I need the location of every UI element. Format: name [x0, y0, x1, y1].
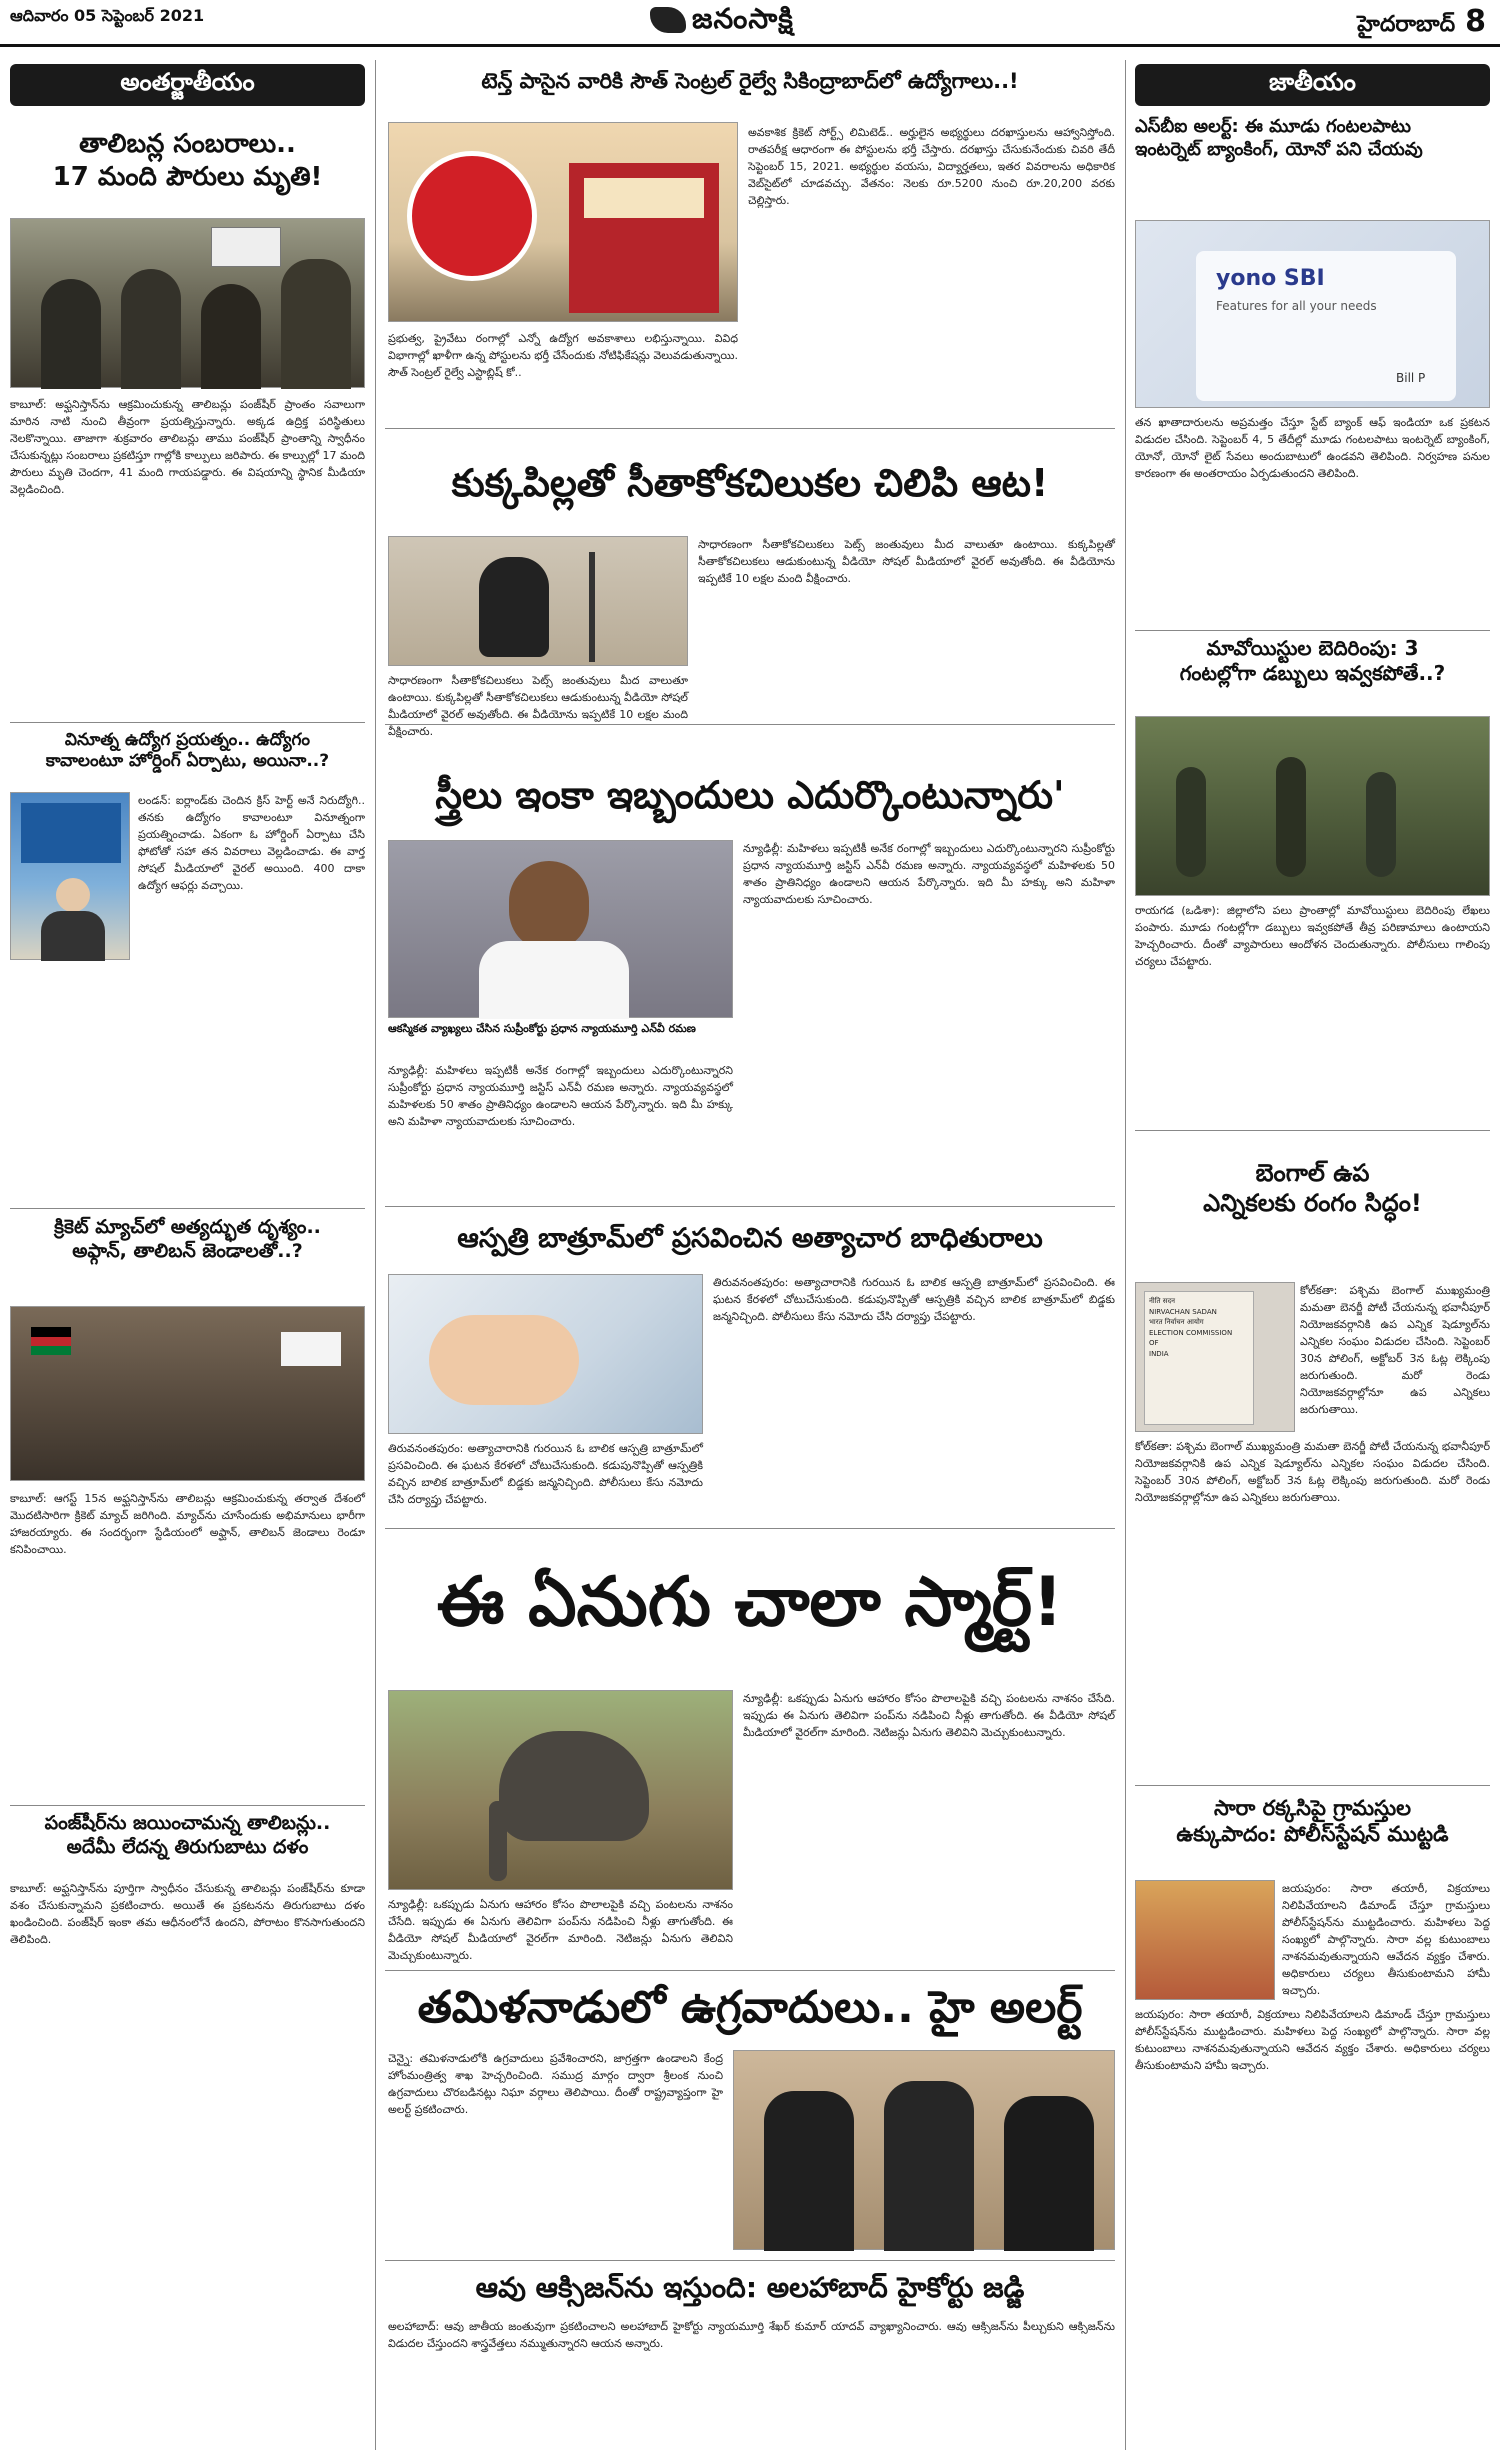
article-body: కాబూల్‌: అఫ్ఘనిస్తాన్‌ను ఆక్రమించుకున్న తాలిబన్లు పంజ్‌షీర్‌ ప్రాంతం సవాలుగా మారిన నాటి నుంచి తీవ్రంగా ప్రయత్నిస్తున్నారు. అక్కడ ఉద్రిక్త పరిస్థితులు నెలకొన్నాయి. తాజాగా శుక్రవారం తాలిబన్లు తాము పంజ్‌షీర్‌ ప్రాంతాన్ని స్వాధీనం చేసుకున్నట్లు సంబరాలు ప్రకటిస్తూ గాల్లోకి కాల్పులు జరిపారు. ఈ కాల్పుల్లో 17 మంది పౌరులు మృతి చెందగా, 41 మంది గాయపడ్డారు. ఈ విషయాన్ని స్థానిక మీడియా వెల్లడించింది.	[10, 398, 365, 497]
hospital-photo	[388, 1274, 703, 1434]
divider	[1135, 1130, 1490, 1131]
article-body: తిరువనంతపురం: అత్యాచారానికి గురయిన ఓ బాలిక ఆస్పత్రి బాత్రూమ్‌లో ప్రసవించింది. ఈ ఘటన కేరళలో చోటుచేసుకుంది. కడుపునొప్పితో ఆస్పత్రికి వచ్చిన బాలిక బాత్రూమ్‌లో బిడ్డకు జన్మనిచ్చింది. పోలీసులు కేసు నమోదు చేసి దర్యాప్తు చేపట్టారు.	[388, 1442, 703, 1507]
issue-date: ఆదివారం 05 సెప్టెంబర్ 2021	[10, 6, 205, 25]
headline: తాలిబన్ల సంబరాలు.. 17 మంది పౌరులు మృతి!	[52, 129, 323, 192]
headline: క్రికెట్‌ మ్యాచ్‌లో అత్యద్భుత దృశ్యం.. అఫ్గాన్‌, తాలిబన్‌ జెండాలతో..?	[54, 1216, 321, 1262]
article-body: కోల్‌కతా: పశ్చిమ బెంగాల్‌ ముఖ్యమంత్రి మమతా బెనర్జీ పోటీ చేయనున్న భవానీపూర్‌ నియోజకవర్గానికి ఉప ఎన్నిక షెడ్యూల్‌ను ఎన్నికల సంఘం విడుదల చేసింది. సెప్టెంబర్‌ 30న పోలింగ్‌, అక్టోబర్‌ 3న ఓట్ల లెక్కింపు జరుగుతుంది. మరో రెండు నియోజకవర్గాల్లోనూ ఉప ఎన్నికలు జరుగుతాయి.	[1135, 1440, 1490, 1505]
article-body: కోల్‌కతా: పశ్చిమ బెంగాల్‌ ముఖ్యమంత్రి మమతా బెనర్జీ పోటీ చేయనున్న భవానీపూర్‌ నియోజకవర్గానికి ఉప ఎన్నిక షెడ్యూల్‌ను ఎన్నికల సంఘం విడుదల చేసింది. సెప్టెంబర్‌ 30న పోలింగ్‌, అక్టోబర్‌ 3న ఓట్ల లెక్కింపు జరుగుతుంది. మరో రెండు నియోజకవర్గాల్లోనూ ఉప ఎన్నికలు జరుగుతాయి.	[1300, 1284, 1490, 1417]
elephant-photo	[388, 1690, 733, 1890]
photo-caption: ఆకస్మికత వ్యాఖ్యలు చేసిన సుప్రీంకోర్టు ప్రధాన న్యాయమూర్తి ఎన్‌వీ రమణ	[388, 1022, 696, 1035]
article-body: తన ఖాతాదారులను అప్రమత్తం చేస్తూ స్టేట్‌ బ్యాంక్‌ ఆఫ్‌ ఇండియా ఒక ప్రకటన విడుదల చేసింది. సెప్టెంబర్‌ 4, 5 తేదీల్లో మూడు గంటలపాటు ఇంటర్నెట్‌ బ్యాంకింగ్‌, యోనో, యోనో లైట్‌ సేవలు అందుబాటులో ఉండవని తెలిపింది. నిర్వహణ పనుల కారణంగా ఈ అంతరాయం ఏర్పడుతుందని తెలిపింది.	[1135, 416, 1490, 481]
cji-photo	[388, 840, 733, 1018]
railway-photo	[388, 122, 738, 322]
divider	[10, 1208, 365, 1209]
logo-icon	[650, 7, 686, 33]
headline: టెన్త్‌ పాసైన వారికి సౌత్‌ సెంట్రల్‌ రైల్వే సికింద్రాబాద్‌లో ఉద్యోగాలు..!	[481, 69, 1019, 93]
villagers-photo	[1135, 1880, 1275, 2000]
article-body: రాయగడ (ఒడిశా): జిల్లాలోని పలు ప్రాంతాల్లో మావోయిస్టులు బెదిరింపు లేఖలు పంపారు. మూడు గంటల్లోగా డబ్బులు ఇవ్వకపోతే తీవ్ర పరిణామాలు ఉంటాయని హెచ్చరించారు. దీంతో వ్యాపారులు ఆందోళన చెందుతున్నారు. పోలీసులు గాలింపు చర్యలు చేపట్టారు.	[1135, 904, 1490, 969]
headline: ఆవు ఆక్సిజన్‌ను ఇస్తుంది: అలహాబాద్‌ హైకోర్టు జడ్జి	[475, 2271, 1025, 2304]
divider	[1135, 630, 1490, 631]
divider	[385, 1970, 1115, 1971]
masthead: జనంసాక్షి	[650, 2, 794, 42]
article-body: తిరువనంతపురం: అత్యాచారానికి గురయిన ఓ బాలిక ఆస్పత్రి బాత్రూమ్‌లో ప్రసవించింది. ఈ ఘటన కేరళలో చోటుచేసుకుంది. కడుపునొప్పితో ఆస్పత్రికి వచ్చిన బాలిక బాత్రూమ్‌లో బిడ్డకు జన్మనిచ్చింది. పోలీసులు కేసు నమోదు చేసి దర్యాప్తు చేపట్టారు.	[713, 1276, 1115, 1324]
article-body: న్యూఢిల్లీ: ఒకప్పుడు ఏనుగు ఆహారం కోసం పొలాలపైకి వచ్చి పంటలను నాశనం చేసేది. ఇప్పుడు ఈ ఏనుగు తెలివిగా పంప్‌ను నడిపించి నీళ్లు తాగుతోంది. ఈ వీడియో సోషల్‌ మీడియాలో వైరల్‌గా మారింది. నెటిజన్లు ఏనుగు తెలివిని మెచ్చుకుంటున్నారు.	[743, 1692, 1115, 1740]
article-body: అవకాశిక క్రికెట్‌ సోర్ట్స్‌ లిమిటెడ్‌.. అర్హులైన అభ్యర్థులు దరఖాస్తులను ఆహ్వానిస్తోంది. రాతపరీక్ష ఆధారంగా ఈ పోస్టులను భర్తీ చేస్తారు. దరఖాస్తు చేసుకునేందుకు చివరి తేదీ సెప్టెంబర్‌ 15, 2021. అభ్యర్థుల వయసు, విద్యార్హతలు, ఇతర వివరాలను అధికారిక వెబ్‌సైట్‌లో చూడవచ్చు. వేతనం: నెలకు రూ.5200 నుంచి రూ.20,200 వరకు చెల్లిస్తారు.	[748, 126, 1115, 208]
article-body: జయపురం: సారా తయారీ, విక్రయాలు నిలిపివేయాలని డిమాండ్‌ చేస్తూ గ్రామస్తులు పోలీస్‌స్టేషన్‌ను ముట్టడించారు. మహిళలు పెద్ద సంఖ్యలో పాల్గొన్నారు. సారా వల్ల కుటుంబాలు నాశనమవుతున్నాయని ఆవేదన వ్యక్తం చేశారు. అధికారులు చర్యలు తీసుకుంటామని హామీ ఇచ్చారు.	[1282, 1882, 1490, 1998]
article-body: సాధారణంగా సీతాకోకచిలుకలు పెట్స్‌ జంతువులు మీద వాలుతూ ఉంటాయి. కుక్కపిల్లతో సీతాకోకచిలుకలు ఆడుకుంటున్న వీడియో సోషల్‌ మీడియాలో వైరల్‌ అవుతోంది. ఈ వీడియోను ఇప్పటికే 10 లక్షల మంది వీక్షించారు.	[388, 674, 688, 739]
article-body: చెన్నై: తమిళనాడులోకి ఉగ్రవాదులు ప్రవేశించారని, జాగ్రత్తగా ఉండాలని కేంద్ర హోంమంత్రిత్వ శాఖ హెచ్చరించింది. సముద్ర మార్గం ద్వారా శ్రీలంక నుంచి ఉగ్రవాదులు చొరబడినట్లు నిఘా వర్గాలు తెలిపాయి. దీంతో రాష్ట్రవ్యాప్తంగా హై అలర్ట్‌ ప్రకటించారు.	[388, 2052, 723, 2117]
article-body: లండన్‌: ఐర్లాండ్‌కు చెందిన క్రిస్‌ హెర్ట్‌ అనే నిరుద్యోగి.. తనకు ఉద్యోగం కావాలంటూ వినూత్నంగా ప్రయత్నించాడు. ఏకంగా ఓ హోర్డింగ్‌ ఏర్పాటు చేసి ఫోటోతో సహా తన వివరాలు వెల్లడించాడు. ఈ వార్త సోషల్‌ మీడియాలో వైరల్‌ అయింది. 400 దాకా ఉద్యోగ ఆఫర్లు వచ్చాయి.	[138, 794, 365, 893]
divider	[1135, 1785, 1490, 1786]
puppy-photo	[388, 536, 688, 666]
column-divider	[375, 60, 376, 2450]
divider	[385, 2260, 1115, 2261]
article-body: న్యూఢిల్లీ: మహిళలు ఇప్పటికీ అనేక రంగాల్లో ఇబ్బందులు ఎదుర్కొంటున్నారని సుప్రీంకోర్టు ప్రధాన న్యాయమూర్తి జస్టిస్‌ ఎన్‌వీ రమణ అన్నారు. న్యాయవ్యవస్థలో మహిళలకు 50 శాతం ప్రాతినిధ్యం ఉండాలని ఆయన పేర్కొన్నారు. ఇది మీ హక్కు అని మహిళా న్యాయవాదులకు సూచించారు.	[743, 842, 1115, 907]
header-rule	[0, 44, 1500, 47]
divider	[10, 1805, 365, 1806]
headline: తమిళనాడులో ఉగ్రవాదులు.. హై అలర్ట్‌	[417, 1982, 1083, 2033]
divider	[385, 1206, 1115, 1207]
article-body: కాబూల్‌: అఫ్ఘనిస్తాన్‌ను పూర్తిగా స్వాధీనం చేసుకున్న తాలిబన్లు పంజ్‌షీర్‌ను కూడా వశం చేసుకున్నామని ప్రకటించారు. అయితే ఈ ప్రకటనను తిరుగుబాటు దళం ఖండించింది. పంజ్‌షీర్‌ ఇంకా తమ ఆధీనంలోనే ఉందని, పోరాటం కొనసాగుతుందని తెలిపింది.	[10, 1882, 365, 1947]
headline: ఆస్పత్రి బాత్రూమ్‌లో ప్రసవించిన అత్యాచార బాధితురాలు	[457, 1223, 1043, 1254]
page-number: 8	[1465, 4, 1486, 39]
bill-label: Bill P	[1396, 371, 1426, 385]
article-body: న్యూఢిల్లీ: ఒకప్పుడు ఏనుగు ఆహారం కోసం పొలాలపైకి వచ్చి పంటలను నాశనం చేసేది. ఇప్పుడు ఈ ఏనుగు తెలివిగా పంప్‌ను నడిపించి నీళ్లు తాగుతోంది. ఈ వీడియో సోషల్‌ మీడియాలో వైరల్‌గా మారింది. నెటిజన్లు ఏనుగు తెలివిని మెచ్చుకుంటున్నారు.	[388, 1898, 733, 1963]
divider	[385, 1528, 1115, 1529]
article-body: న్యూఢిల్లీ: మహిళలు ఇప్పటికీ అనేక రంగాల్లో ఇబ్బందులు ఎదుర్కొంటున్నారని సుప్రీంకోర్టు ప్రధాన న్యాయమూర్తి జస్టిస్‌ ఎన్‌వీ రమణ అన్నారు. న్యాయవ్యవస్థలో మహిళలకు 50 శాతం ప్రాతినిధ్యం ఉండాలని ఆయన పేర్కొన్నారు. ఇది మీ హక్కు అని మహిళా న్యాయవాదులకు సూచించారు.	[388, 1064, 733, 1129]
city-page	[1357, 4, 1486, 42]
taliban-photo	[10, 218, 365, 388]
column-divider	[1125, 60, 1126, 2450]
headline: స్త్రీలు ఇంకా ఇబ్బందులు ఎదుర్కొంటున్నారు'	[435, 773, 1065, 817]
headline: బెంగాల్‌ ఉప ఎన్నికలకు రంగం సిద్ధం!	[1203, 1159, 1422, 1217]
headline: వినూత్న ఉద్యోగ ప్రయత్నం.. ఉద్యోగం కావాలంటూ హోర్డింగ్‌ ఏర్పాటు, అయినా..?	[45, 730, 330, 772]
headline: ఎస్‌బీఐ అలర్ట్‌: ఈ మూడు గంటలపాటు ఇంటర్నెట్‌ బ్యాంకింగ్‌, యోనో పని చేయవు	[1135, 116, 1423, 160]
nia-photo	[733, 2050, 1115, 2250]
headline: ఈ ఏనుగు చాలా స్మార్ట్‌!	[436, 1563, 1064, 1642]
article-body: సాధారణంగా సీతాకోకచిలుకలు పెట్స్‌ జంతువులు మీద వాలుతూ ఉంటాయి. కుక్కపిల్లతో సీతాకోకచిలుకలు ఆడుకుంటున్న వీడియో సోషల్‌ మీడియాలో వైరల్‌ అవుతోంది. ఈ వీడియోను ఇప్పటికే 10 లక్షల మంది వీక్షించారు.	[698, 538, 1115, 586]
election-commission-photo	[1135, 1282, 1295, 1432]
yono-tagline: Features for all your needs	[1216, 299, 1377, 313]
headline: సారా రక్కసిపై గ్రామస్తుల ఉక్కుపాదం: పోలీస్‌స్టేషన్‌ ముట్టడి	[1176, 1796, 1449, 1847]
headline: కుక్కపిల్లతో సీతాకోకచిలుకల చిలిపి ఆట!	[451, 461, 1049, 505]
headline: మావోయిస్టుల బెదిరింపు: 3 గంటల్లోగా డబ్బులు ఇవ్వకపోతే..?	[1179, 636, 1446, 685]
yono-brand: yono SBI	[1216, 266, 1325, 291]
divider	[10, 722, 365, 723]
cricket-crowd-photo	[10, 1306, 365, 1481]
section-international: అంతర్జాతీయం	[10, 64, 365, 106]
sbi-yono-photo	[1135, 220, 1490, 408]
city: హైదరాబాద్	[1357, 12, 1456, 37]
article-body: కాబూల్‌: ఆగస్ట్‌ 15న అఫ్ఘనిస్తాన్‌ను తాలిబన్లు ఆక్రమించుకున్న తర్వాత దేశంలో మొదటిసారిగా క్రికెట్‌ మ్యాచ్‌ జరిగింది. మ్యాచ్‌ను చూసేందుకు అభిమానులు భారీగా హాజరయ్యారు. ఈ సందర్భంగా స్టేడియంలో అఫ్ఘాన్‌, తాలిబన్‌ జెండాలు రెండూ కనిపించాయి.	[10, 1492, 365, 1557]
divider	[385, 428, 1115, 429]
divider	[385, 724, 1115, 725]
headline: పంజ్‌షీర్‌ను జయించామన్న తాలిబన్లు.. అదేమీ లేదన్న తిరుగుబాటు దళం	[44, 1812, 331, 1858]
article-body: అలహాబాద్‌: ఆవు జాతీయ జంతువుగా ప్రకటించాలని అలహాబాద్‌ హైకోర్టు న్యాయమూర్తి శేఖర్‌ కుమార్‌ యాదవ్‌ వ్యాఖ్యానించారు. ఆవు ఆక్సిజన్‌ను పీల్చుకుని ఆక్సిజన్‌ను విడుదల చేస్తుందని శాస్త్రవేత్తలు నమ్ముతున్నారని ఆయన అన్నారు.	[388, 2320, 1115, 2351]
article-body: జయపురం: సారా తయారీ, విక్రయాలు నిలిపివేయాలని డిమాండ్‌ చేస్తూ గ్రామస్తులు పోలీస్‌స్టేషన్‌ను ముట్టడించారు. మహిళలు పెద్ద సంఖ్యలో పాల్గొన్నారు. సారా వల్ల కుటుంబాలు నాశనమవుతున్నాయని ఆవేదన వ్యక్తం చేశారు. అధికారులు చర్యలు తీసుకుంటామని హామీ ఇచ్చారు.	[1135, 2008, 1490, 2073]
article-body: ప్రభుత్వ, ప్రైవేటు రంగాల్లో ఎన్నో ఉద్యోగ అవకాశాలు లభిస్తున్నాయి. వివిధ విభాగాల్లో ఖాళీగా ఉన్న పోస్టులను భర్తీ చేసేందుకు నోటిఫికేషన్లు వెలువడుతున్నాయి. సౌత్‌ సెంట్రల్‌ రైల్వే ఎస్టాబ్లిష్‌ కో..	[388, 332, 738, 380]
maoists-photo	[1135, 716, 1490, 896]
ec-signboard: नीति सदन NIRVACHAN SADAN भारत निर्वाचन आयोग ELECTION COMMISSION OF INDIA	[1144, 1291, 1254, 1425]
section-national: జాతీయం	[1135, 64, 1490, 106]
billboard-photo	[10, 792, 130, 960]
